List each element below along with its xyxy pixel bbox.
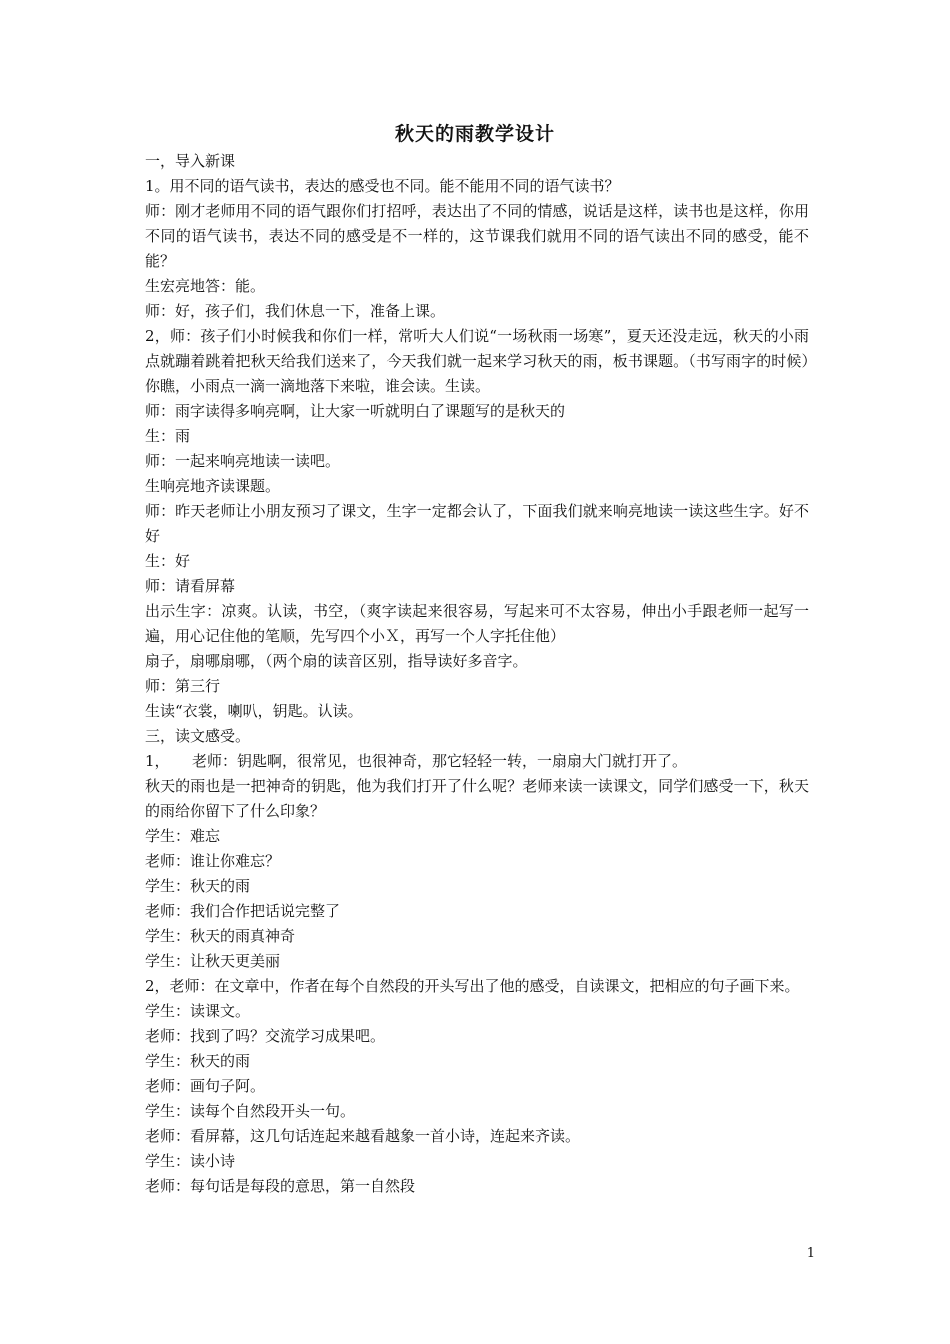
paragraph: 生读“衣裳，喇叭，钥匙。认读。 bbox=[145, 702, 363, 720]
paragraph: 学生：让秋天更美丽 bbox=[145, 952, 281, 970]
paragraph: 老师：每句话是每段的意思，第一自然段 bbox=[145, 1177, 416, 1195]
paragraph: 三，读文感受。 bbox=[145, 727, 251, 745]
paragraph: 学生：难忘 bbox=[145, 827, 221, 845]
paragraph: 老师：画句子阿。 bbox=[145, 1077, 266, 1095]
paragraph: 师：请看屏幕 bbox=[145, 577, 236, 595]
paragraph: 出示生字：凉爽。认读，书空，（爽字读起来很容易，写起来可不太容易，伸出小手跟老师一起写一遍，用心记住他的笔顺，先写四个小Ｘ，再写一个人字托住他） bbox=[145, 602, 809, 645]
document-body bbox=[145, 149, 809, 1199]
paragraph: 师：雨字读得多响亮啊，让大家一听就明白了课题写的是秋天的 bbox=[145, 402, 566, 420]
paragraph: 学生：读每个自然段开头一句。 bbox=[145, 1102, 356, 1120]
paragraph: 生宏亮地答：能。 bbox=[145, 277, 266, 295]
paragraph: 老师：我们合作把话说完整了 bbox=[145, 902, 341, 920]
paragraph: 老师：找到了吗？交流学习成果吧。 bbox=[145, 1027, 386, 1045]
paragraph: 师：昨天老师让小朋友预习了课文，生字一定都会认了，下面我们就来响亮地读一读这些生字。好不好 bbox=[145, 502, 809, 545]
paragraph: 老师：谁让你难忘？ bbox=[145, 852, 281, 870]
paragraph: 生：好 bbox=[145, 552, 191, 570]
paragraph: 学生：读课文。 bbox=[145, 1002, 251, 1020]
paragraph: 1， 老师：钥匙啊，很常见，也很神奇，那它轻轻一转，一扇扇大门就打开了。 bbox=[145, 752, 688, 770]
page-number: 1 bbox=[806, 1246, 815, 1261]
paragraph: 学生：读小诗 bbox=[145, 1152, 236, 1170]
paragraph: 2，师：孩子们小时候我和你们一样，常听大人们说“一场秋雨一场寒”，夏天还没走远，秋天的小雨点就蹦着跳着把秋天给我们送来了，今天我们就一起来学习秋天的雨，板书课题。（书写雨字的时候）你瞧，小雨点一滴一滴地落下来啦，谁会读。生读。 bbox=[145, 327, 809, 395]
paragraph: 一，导入新课 bbox=[145, 152, 236, 170]
paragraph: 1。用不同的语气读书，表达的感受也不同。能不能用不同的语气读书？ bbox=[145, 177, 620, 195]
paragraph: 2，老师：在文章中，作者在每个自然段的开头写出了他的感受，自读课文，把相应的句子画下来。 bbox=[145, 977, 800, 995]
paragraph: 师：好，孩子们，我们休息一下，准备上课。 bbox=[145, 302, 446, 320]
paragraph: 师：一起来响亮地读一读吧。 bbox=[145, 452, 341, 470]
paragraph: 学生：秋天的雨真神奇 bbox=[145, 927, 296, 945]
paragraph: 师：刚才老师用不同的语气跟你们打招呼，表达出了不同的情感，说话是这样，读书也是这样，你用不同的语气读书，表达不同的感受是不一样的，这节课我们就用不同的语气读出不同的感受，能不能？ bbox=[145, 202, 809, 270]
paragraph: 师：第三行 bbox=[145, 677, 221, 695]
paragraph: 学生：秋天的雨 bbox=[145, 877, 251, 895]
paragraph: 生：雨 bbox=[145, 427, 191, 445]
paragraph: 老师：看屏幕，这几句话连起来越看越象一首小诗，连起来齐读。 bbox=[145, 1127, 581, 1145]
paragraph: 秋天的雨也是一把神奇的钥匙，他为我们打开了什么呢？老师来读一读课文，同学们感受一下，秋天的雨给你留下了什么印象？ bbox=[145, 777, 809, 820]
paragraph: 生响亮地齐读课题。 bbox=[145, 477, 281, 495]
paragraph: 扇子，扇哪扇哪，（两个扇的读音区别，指导读好多音字。 bbox=[145, 652, 528, 670]
paragraph: 学生：秋天的雨 bbox=[145, 1052, 251, 1070]
document-title: 秋天的雨教学设计 bbox=[394, 123, 555, 145]
